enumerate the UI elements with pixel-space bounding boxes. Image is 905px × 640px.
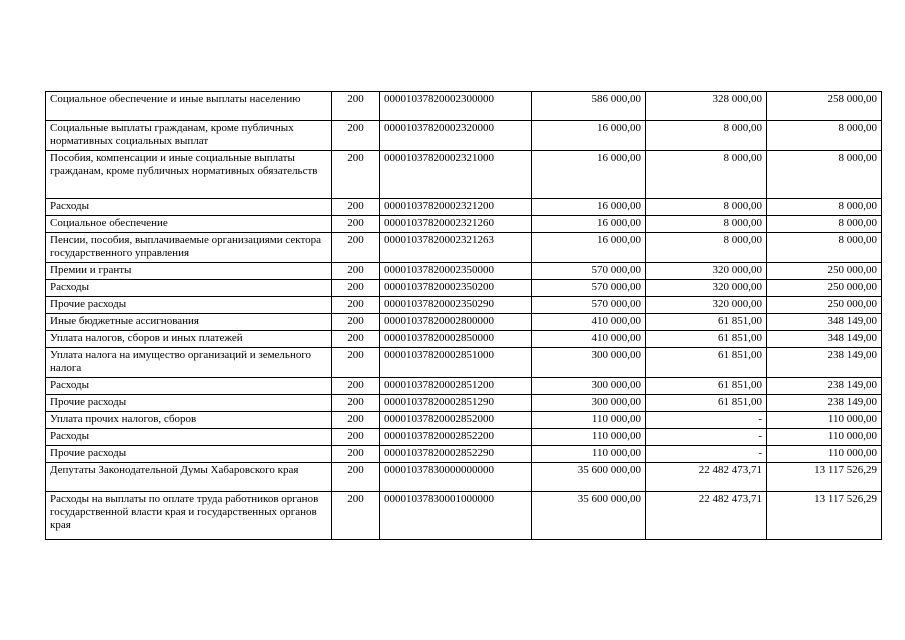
row-amount-cell: - bbox=[646, 429, 767, 446]
row-amount-cell: 35 600 000,00 bbox=[532, 492, 646, 540]
row-kbk-cell: 00001037820002321200 bbox=[380, 199, 532, 216]
table-row bbox=[46, 463, 882, 492]
row-kbk-cell: 00001037820002851000 bbox=[380, 348, 532, 378]
budget-table-body bbox=[46, 92, 882, 540]
row-amount-cell: 61 851,00 bbox=[646, 395, 767, 412]
table-row bbox=[46, 378, 882, 395]
row-amount-cell: 110 000,00 bbox=[767, 429, 882, 446]
row-kbk-cell: 00001037820002321000 bbox=[380, 151, 532, 199]
row-amount-cell: 570 000,00 bbox=[532, 297, 646, 314]
table-row bbox=[46, 412, 882, 429]
row-amount-cell: 110 000,00 bbox=[532, 412, 646, 429]
row-amount-cell: 586 000,00 bbox=[532, 92, 646, 121]
row-name-cell: Пособия, компенсации и иные социальные выплаты гражданам, кроме публичных нормативных обязательств bbox=[46, 151, 332, 199]
row-name-cell: Премии и гранты bbox=[46, 263, 332, 280]
row-kbk-cell: 00001037820002800000 bbox=[380, 314, 532, 331]
row-name-cell: Расходы на выплаты по оплате труда работников органов государственной власти края и государственных органов края bbox=[46, 492, 332, 540]
row-kbk-cell: 00001037820002350200 bbox=[380, 280, 532, 297]
table-row bbox=[46, 151, 882, 199]
row-name-cell: Социальное обеспечение и иные выплаты населению bbox=[46, 92, 332, 121]
row-amount-cell: 8 000,00 bbox=[767, 216, 882, 233]
row-code-cell: 200 bbox=[332, 263, 380, 280]
row-amount-cell: 110 000,00 bbox=[767, 446, 882, 463]
row-code-cell: 200 bbox=[332, 429, 380, 446]
row-kbk-cell: 00001037820002850000 bbox=[380, 331, 532, 348]
row-kbk-cell: 00001037820002321260 bbox=[380, 216, 532, 233]
table-row bbox=[46, 348, 882, 378]
row-kbk-cell: 00001037820002852000 bbox=[380, 412, 532, 429]
row-amount-cell: 328 000,00 bbox=[646, 92, 767, 121]
row-code-cell: 200 bbox=[332, 121, 380, 151]
row-amount-cell: 35 600 000,00 bbox=[532, 463, 646, 492]
row-amount-cell: 250 000,00 bbox=[767, 280, 882, 297]
row-amount-cell: - bbox=[646, 412, 767, 429]
row-amount-cell: 8 000,00 bbox=[646, 216, 767, 233]
row-code-cell: 200 bbox=[332, 92, 380, 121]
row-name-cell: Социальные выплаты гражданам, кроме публичных нормативных социальных выплат bbox=[46, 121, 332, 151]
row-amount-cell: 13 117 526,29 bbox=[767, 492, 882, 540]
row-name-cell: Расходы bbox=[46, 280, 332, 297]
row-amount-cell: 61 851,00 bbox=[646, 348, 767, 378]
table-row bbox=[46, 263, 882, 280]
row-amount-cell: 61 851,00 bbox=[646, 314, 767, 331]
row-amount-cell: 300 000,00 bbox=[532, 378, 646, 395]
row-code-cell: 200 bbox=[332, 233, 380, 263]
row-code-cell: 200 bbox=[332, 348, 380, 378]
row-amount-cell: 250 000,00 bbox=[767, 297, 882, 314]
row-amount-cell: 8 000,00 bbox=[767, 199, 882, 216]
row-name-cell: Расходы bbox=[46, 199, 332, 216]
row-kbk-cell: 00001037820002851200 bbox=[380, 378, 532, 395]
row-amount-cell: 8 000,00 bbox=[767, 233, 882, 263]
row-name-cell: Прочие расходы bbox=[46, 446, 332, 463]
row-name-cell: Иные бюджетные ассигнования bbox=[46, 314, 332, 331]
row-name-cell: Расходы bbox=[46, 429, 332, 446]
table-row bbox=[46, 121, 882, 151]
row-name-cell: Прочие расходы bbox=[46, 297, 332, 314]
row-name-cell: Расходы bbox=[46, 378, 332, 395]
row-code-cell: 200 bbox=[332, 492, 380, 540]
row-amount-cell: 16 000,00 bbox=[532, 199, 646, 216]
table-row bbox=[46, 492, 882, 540]
row-name-cell: Пенсии, пособия, выплачиваемые организациями сектора государственного управления bbox=[46, 233, 332, 263]
row-kbk-cell: 00001037830001000000 bbox=[380, 492, 532, 540]
table-row bbox=[46, 199, 882, 216]
table-row bbox=[46, 216, 882, 233]
row-name-cell: Уплата прочих налогов, сборов bbox=[46, 412, 332, 429]
row-amount-cell: 410 000,00 bbox=[532, 314, 646, 331]
row-kbk-cell: 00001037820002852200 bbox=[380, 429, 532, 446]
row-amount-cell: - bbox=[646, 446, 767, 463]
row-amount-cell: 61 851,00 bbox=[646, 331, 767, 348]
row-name-cell: Депутаты Законодательной Думы Хабаровского края bbox=[46, 463, 332, 492]
row-amount-cell: 348 149,00 bbox=[767, 314, 882, 331]
row-amount-cell: 570 000,00 bbox=[532, 263, 646, 280]
row-kbk-cell: 00001037820002350290 bbox=[380, 297, 532, 314]
row-code-cell: 200 bbox=[332, 412, 380, 429]
row-amount-cell: 13 117 526,29 bbox=[767, 463, 882, 492]
row-name-cell: Прочие расходы bbox=[46, 395, 332, 412]
row-name-cell: Уплата налогов, сборов и иных платежей bbox=[46, 331, 332, 348]
row-kbk-cell: 00001037820002300000 bbox=[380, 92, 532, 121]
row-code-cell: 200 bbox=[332, 463, 380, 492]
row-amount-cell: 258 000,00 bbox=[767, 92, 882, 121]
row-amount-cell: 16 000,00 bbox=[532, 216, 646, 233]
row-amount-cell: 8 000,00 bbox=[646, 151, 767, 199]
row-name-cell: Социальное обеспечение bbox=[46, 216, 332, 233]
row-code-cell: 200 bbox=[332, 280, 380, 297]
row-code-cell: 200 bbox=[332, 331, 380, 348]
row-amount-cell: 8 000,00 bbox=[646, 233, 767, 263]
table-row bbox=[46, 314, 882, 331]
table-row bbox=[46, 280, 882, 297]
row-code-cell: 200 bbox=[332, 378, 380, 395]
row-code-cell: 200 bbox=[332, 395, 380, 412]
row-amount-cell: 238 149,00 bbox=[767, 395, 882, 412]
row-code-cell: 200 bbox=[332, 314, 380, 331]
row-amount-cell: 8 000,00 bbox=[646, 121, 767, 151]
row-amount-cell: 110 000,00 bbox=[532, 429, 646, 446]
row-amount-cell: 16 000,00 bbox=[532, 151, 646, 199]
row-name-cell: Уплата налога на имущество организаций и земельного налога bbox=[46, 348, 332, 378]
table-row bbox=[46, 446, 882, 463]
row-amount-cell: 348 149,00 bbox=[767, 331, 882, 348]
row-amount-cell: 61 851,00 bbox=[646, 378, 767, 395]
row-amount-cell: 238 149,00 bbox=[767, 378, 882, 395]
row-amount-cell: 8 000,00 bbox=[767, 151, 882, 199]
budget-table bbox=[45, 91, 882, 540]
row-kbk-cell: 00001037820002321263 bbox=[380, 233, 532, 263]
row-amount-cell: 238 149,00 bbox=[767, 348, 882, 378]
row-kbk-cell: 00001037820002320000 bbox=[380, 121, 532, 151]
row-amount-cell: 22 482 473,71 bbox=[646, 492, 767, 540]
table-row bbox=[46, 92, 882, 121]
row-amount-cell: 8 000,00 bbox=[767, 121, 882, 151]
row-amount-cell: 320 000,00 bbox=[646, 280, 767, 297]
row-amount-cell: 320 000,00 bbox=[646, 297, 767, 314]
row-amount-cell: 410 000,00 bbox=[532, 331, 646, 348]
table-row bbox=[46, 297, 882, 314]
row-amount-cell: 8 000,00 bbox=[646, 199, 767, 216]
row-amount-cell: 250 000,00 bbox=[767, 263, 882, 280]
table-row bbox=[46, 395, 882, 412]
row-kbk-cell: 00001037830000000000 bbox=[380, 463, 532, 492]
row-amount-cell: 300 000,00 bbox=[532, 348, 646, 378]
row-amount-cell: 110 000,00 bbox=[767, 412, 882, 429]
table-row bbox=[46, 331, 882, 348]
row-code-cell: 200 bbox=[332, 297, 380, 314]
row-kbk-cell: 00001037820002851290 bbox=[380, 395, 532, 412]
row-amount-cell: 300 000,00 bbox=[532, 395, 646, 412]
row-amount-cell: 16 000,00 bbox=[532, 121, 646, 151]
row-code-cell: 200 bbox=[332, 216, 380, 233]
row-code-cell: 200 bbox=[332, 199, 380, 216]
row-amount-cell: 110 000,00 bbox=[532, 446, 646, 463]
row-amount-cell: 22 482 473,71 bbox=[646, 463, 767, 492]
row-code-cell: 200 bbox=[332, 151, 380, 199]
row-amount-cell: 16 000,00 bbox=[532, 233, 646, 263]
row-kbk-cell: 00001037820002852290 bbox=[380, 446, 532, 463]
row-amount-cell: 320 000,00 bbox=[646, 263, 767, 280]
table-row bbox=[46, 233, 882, 263]
row-code-cell: 200 bbox=[332, 446, 380, 463]
table-row bbox=[46, 429, 882, 446]
row-kbk-cell: 00001037820002350000 bbox=[380, 263, 532, 280]
row-amount-cell: 570 000,00 bbox=[532, 280, 646, 297]
